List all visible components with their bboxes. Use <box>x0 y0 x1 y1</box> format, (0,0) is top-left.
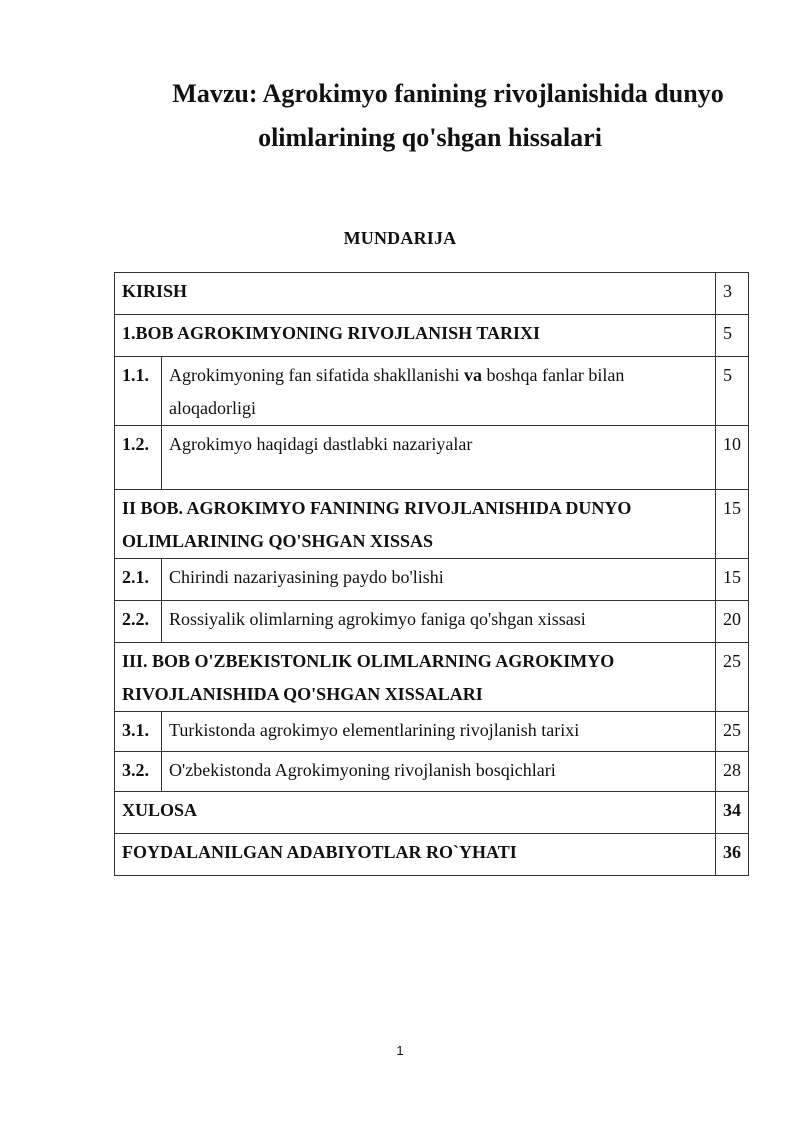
toc-entry-text: 1.BOB AGROKIMYONING RIVOJLANISH TARIXI <box>115 315 716 357</box>
toc-row-3-1 <box>115 712 749 752</box>
toc-entry-text-part: Agrokimyoning fan sifatida shakllanishi <box>169 365 464 385</box>
toc-entry-text: FOYDALANILGAN ADABIYOTLAR RO`YHATI <box>115 834 716 876</box>
toc-entry-text: XULOSA <box>115 792 716 834</box>
toc-entry-text <box>162 357 716 426</box>
toc-row-2-1 <box>115 559 749 601</box>
toc-row-references <box>115 834 749 876</box>
toc-section-number: 3.2. <box>115 752 162 792</box>
toc-row-1-1 <box>115 357 749 426</box>
table-of-contents <box>114 272 749 876</box>
toc-row-kirish <box>115 273 749 315</box>
toc-section-number: 2.1. <box>115 559 162 601</box>
toc-page-number: 5 <box>716 315 749 357</box>
toc-page-number: 15 <box>716 559 749 601</box>
toc-row-chapter-1 <box>115 315 749 357</box>
toc-row-chapter-2 <box>115 490 749 559</box>
toc-row-chapter-3 <box>115 643 749 712</box>
toc-page-number: 28 <box>716 752 749 792</box>
toc-page-number: 20 <box>716 601 749 643</box>
toc-section-number: 1.2. <box>115 426 162 490</box>
toc-entry-text-bold: va <box>463 365 482 385</box>
toc-row-2-2 <box>115 601 749 643</box>
document-title-line-2: olimlarining qo'shgan hissalari <box>258 123 602 152</box>
toc-row-3-2 <box>115 752 749 792</box>
toc-entry-text: Agrokimyo haqidagi dastlabki nazariyalar <box>162 426 716 490</box>
toc-entry-text: Rossiyalik olimlarning agrokimyo faniga qo'shgan xissasi <box>162 601 716 643</box>
toc-entry-text: Chirindi nazariyasining paydo bo'lishi <box>162 559 716 601</box>
toc-section-number: 1.1. <box>115 357 162 426</box>
toc-page-number: 3 <box>716 273 749 315</box>
toc-page-number: 25 <box>716 643 749 712</box>
toc-page-number: 34 <box>716 792 749 834</box>
toc-page-number: 25 <box>716 712 749 752</box>
toc-entry-text-part: boshqa fanlar bilan aloqadorligi <box>169 365 625 418</box>
toc-page-number: 5 <box>716 357 749 426</box>
toc-section-number: 3.1. <box>115 712 162 752</box>
toc-section-number: 2.2. <box>115 601 162 643</box>
toc-entry-text: O'zbekistonda Agrokimyoning rivojlanish bosqichlari <box>162 752 716 792</box>
page-number: 1 <box>396 1043 404 1058</box>
toc-entry-text: III. BOB O'ZBEKISTONLIK OLIMLARNING AGROKIMYO RIVOJLANISHIDA QO'SHGAN XISSALARI <box>115 643 716 712</box>
toc-heading: MUNDARIJA <box>343 228 457 248</box>
toc-entry-text: Turkistonda agrokimyo elementlarining rivojlanish tarixi <box>162 712 716 752</box>
toc-page-number: 15 <box>716 490 749 559</box>
toc-row-xulosa <box>115 792 749 834</box>
toc-entry-text: KIRISH <box>115 273 716 315</box>
toc-page-number: 10 <box>716 426 749 490</box>
toc-entry-text: II BOB. AGROKIMYO FANINING RIVOJLANISHIDA DUNYO OLIMLARINING QO'SHGAN XISSAS <box>115 490 716 559</box>
toc-page-number: 36 <box>716 834 749 876</box>
document-title-line-1: Mavzu: Agrokimyo fanining rivojlanishida dunyo <box>172 79 724 108</box>
toc-row-1-2 <box>115 426 749 490</box>
